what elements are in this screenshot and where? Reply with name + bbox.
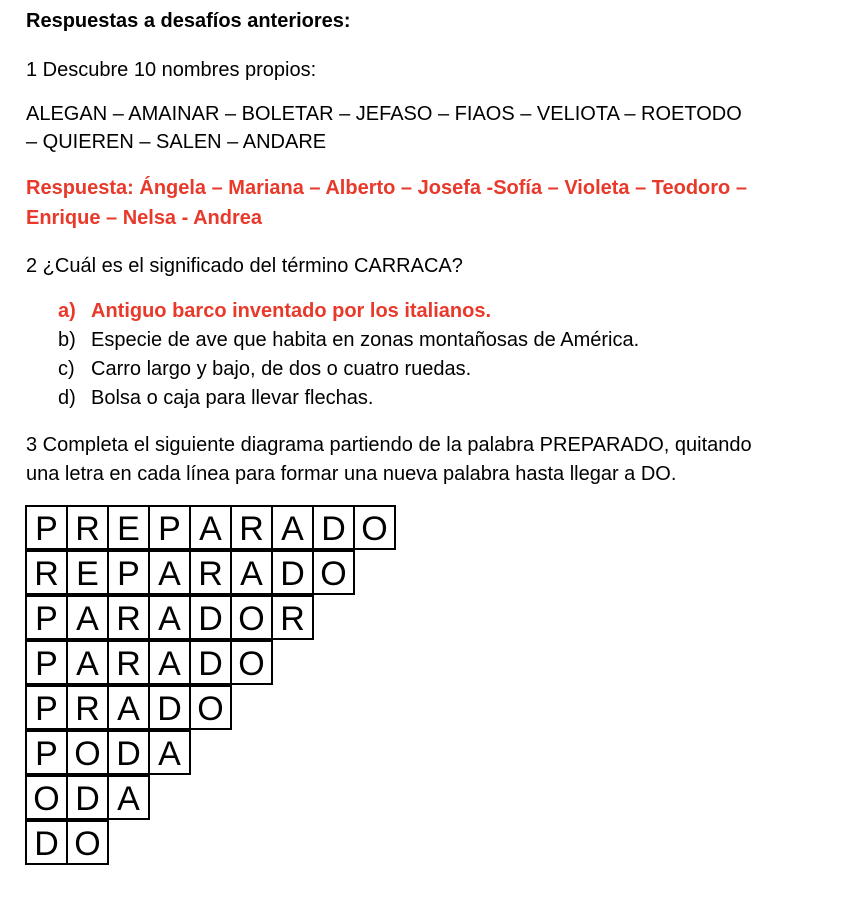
- grid-cell: O: [66, 820, 109, 865]
- grid-cell: O: [66, 730, 109, 775]
- grid-cell: R: [230, 505, 273, 550]
- grid-cell: D: [66, 775, 109, 820]
- grid-cell: D: [189, 595, 232, 640]
- grid-cell: P: [25, 505, 68, 550]
- grid-row: [25, 552, 396, 597]
- option-text: Carro largo y bajo, de dos o cuatro ruedas.: [91, 358, 472, 380]
- grid-cell: A: [107, 775, 150, 820]
- option-c: [58, 355, 471, 383]
- grid-cell: R: [66, 685, 109, 730]
- grid-cell: P: [107, 550, 150, 595]
- option-text: Especie de ave que habita en zonas montañosas de América.: [91, 329, 640, 351]
- question-1-scrambled-line-1: ALEGAN – AMAINAR – BOLETAR – JEFASO – FIAOS – VELIOTA – ROETODO: [26, 103, 742, 125]
- grid-row: [25, 507, 396, 552]
- option-text: Antiguo barco inventado por los italianos.: [91, 300, 492, 322]
- question-1-scrambled-line-2: – QUIEREN – SALEN – ANDARE: [26, 131, 327, 153]
- grid-row: [25, 822, 396, 867]
- grid-cell: R: [107, 595, 150, 640]
- option-label: b): [58, 329, 76, 351]
- option-label: c): [58, 358, 75, 380]
- grid-cell: E: [107, 505, 150, 550]
- grid-row: [25, 687, 396, 732]
- grid-cell: O: [230, 595, 273, 640]
- grid-cell: O: [230, 640, 273, 685]
- option-d: [58, 384, 373, 412]
- grid-cell: O: [312, 550, 355, 595]
- question-1-answer-line-1: Respuesta: Ángela – Mariana – Alberto – Josefa -Sofía – Violeta – Teodoro –: [26, 177, 747, 199]
- grid-cell: A: [271, 505, 314, 550]
- grid-cell: D: [189, 640, 232, 685]
- grid-cell: P: [25, 685, 68, 730]
- grid-cell: E: [66, 550, 109, 595]
- grid-cell: O: [25, 775, 68, 820]
- word-ladder-grid: [25, 507, 396, 867]
- question-3-prompt-line-2: una letra en cada línea para formar una nueva palabra hasta llegar a DO.: [26, 463, 677, 485]
- question-2-prompt: 2 ¿Cuál es el significado del término CARRACA?: [26, 255, 463, 277]
- grid-cell: R: [189, 550, 232, 595]
- grid-cell: P: [25, 730, 68, 775]
- grid-cell: A: [189, 505, 232, 550]
- grid-cell: A: [148, 640, 191, 685]
- grid-cell: A: [148, 730, 191, 775]
- question-3-prompt-line-1: 3 Completa el siguiente diagrama partiendo de la palabra PREPARADO, quitando: [26, 434, 752, 456]
- grid-cell: R: [25, 550, 68, 595]
- grid-cell: P: [25, 595, 68, 640]
- grid-cell: R: [107, 640, 150, 685]
- grid-row: [25, 597, 396, 642]
- grid-cell: D: [148, 685, 191, 730]
- page-heading: Respuestas a desafíos anteriores:: [26, 10, 351, 32]
- option-label: d): [58, 387, 76, 409]
- grid-cell: D: [25, 820, 68, 865]
- option-text: Bolsa o caja para llevar flechas.: [91, 387, 374, 409]
- grid-row: [25, 642, 396, 687]
- grid-cell: P: [148, 505, 191, 550]
- grid-cell: P: [25, 640, 68, 685]
- grid-row: [25, 732, 396, 777]
- option-label: a): [58, 300, 76, 322]
- grid-cell: O: [353, 505, 396, 550]
- grid-cell: A: [66, 595, 109, 640]
- grid-cell: D: [107, 730, 150, 775]
- option-a: [58, 297, 491, 325]
- grid-cell: D: [271, 550, 314, 595]
- question-1-prompt: 1 Descubre 10 nombres propios:: [26, 59, 317, 81]
- grid-cell: R: [271, 595, 314, 640]
- option-b: [58, 326, 639, 354]
- grid-row: [25, 777, 396, 822]
- grid-cell: D: [312, 505, 355, 550]
- grid-cell: A: [148, 595, 191, 640]
- grid-cell: A: [230, 550, 273, 595]
- question-1-answer-line-2: Enrique – Nelsa - Andrea: [26, 207, 262, 229]
- grid-cell: A: [66, 640, 109, 685]
- grid-cell: A: [107, 685, 150, 730]
- grid-cell: O: [189, 685, 232, 730]
- grid-cell: A: [148, 550, 191, 595]
- grid-cell: R: [66, 505, 109, 550]
